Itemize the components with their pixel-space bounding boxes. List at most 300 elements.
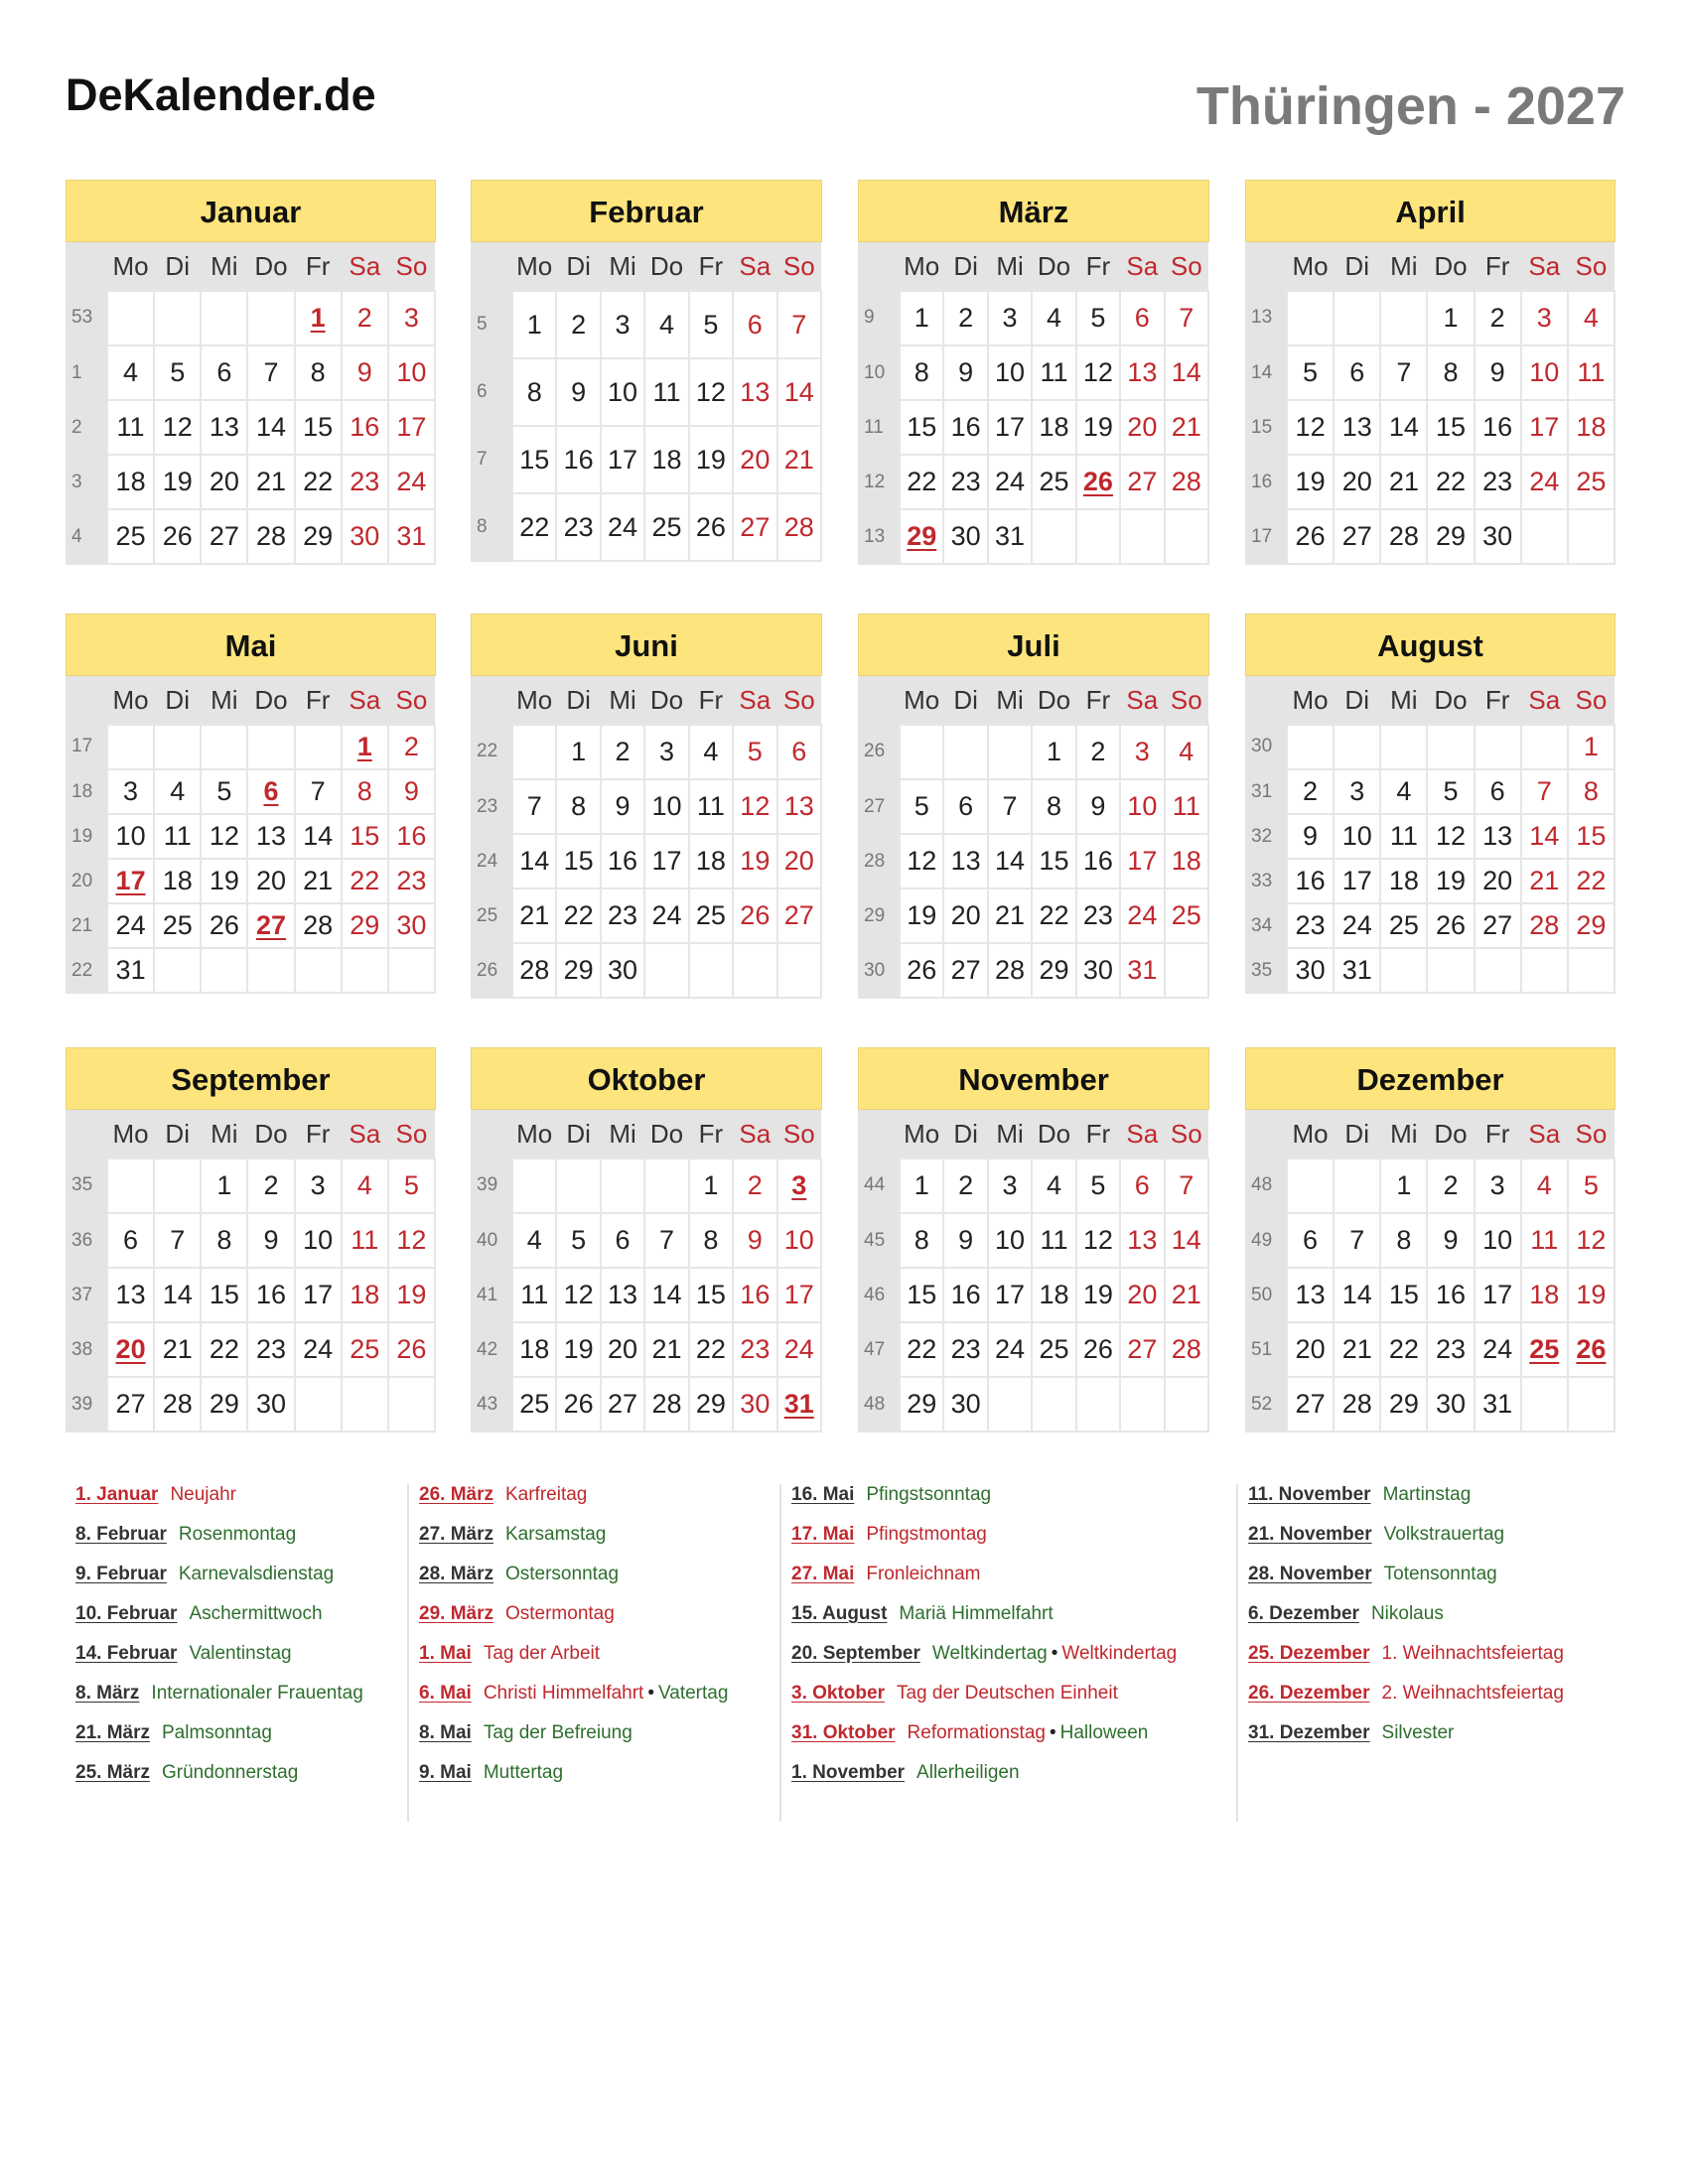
holiday-date: 3. Oktober (791, 1683, 885, 1704)
week-row (858, 1377, 1208, 1432)
empty-day-cell (1334, 725, 1380, 769)
day-cell: 29 (556, 943, 600, 998)
holiday-name: Karnevalsdienstag (178, 1564, 335, 1584)
month-april (1245, 180, 1616, 565)
day-cell: 16 (1076, 834, 1120, 888)
holiday-item (791, 1683, 1118, 1705)
weekday-header: Do (1427, 1110, 1474, 1159)
week-number: 8 (471, 493, 512, 561)
day-cell: 7 (1334, 1213, 1380, 1268)
week-number: 2 (66, 400, 107, 455)
week-row (471, 291, 821, 358)
day-cell: 13 (601, 1268, 644, 1322)
week-number: 10 (858, 345, 900, 400)
day-cell: 19 (388, 1268, 435, 1322)
day-cell: 18 (644, 426, 688, 493)
day-cell: 8 (1427, 345, 1474, 400)
empty-day-cell (201, 291, 247, 345)
week-number: 33 (1245, 859, 1287, 903)
day-cell: 3 (295, 1159, 342, 1213)
month-name: Juni (471, 614, 822, 676)
holiday-item (791, 1643, 1177, 1665)
day-cell: 23 (1076, 888, 1120, 943)
week-number: 48 (1245, 1159, 1287, 1213)
day-cell: 24 (988, 1322, 1032, 1377)
week-header (858, 242, 900, 291)
month-name: April (1245, 180, 1616, 242)
weekday-header: Sa (733, 676, 776, 725)
day-cell: 3 (988, 291, 1032, 345)
weekday-header: Do (644, 1110, 688, 1159)
day-cell: 25 (512, 1377, 556, 1432)
day-cell: 22 (295, 455, 342, 509)
empty-day-cell (295, 1377, 342, 1432)
day-cell: 24 (644, 888, 688, 943)
weekday-header: Di (943, 1110, 987, 1159)
day-cell: 8 (1032, 779, 1075, 834)
day-cell: 7 (295, 769, 342, 814)
day-cell: 7 (1380, 345, 1427, 400)
day-cell: 20 (1120, 1268, 1164, 1322)
week-row (1245, 1213, 1615, 1268)
holiday-date: 25. Dezember (1248, 1643, 1370, 1664)
week-header (66, 676, 107, 725)
weekday-header: Mo (1287, 676, 1334, 725)
week-number: 31 (1245, 769, 1287, 814)
day-cell: 24 (1120, 888, 1164, 943)
day-cell: 16 (247, 1268, 294, 1322)
holiday-name: Weltkindertag (931, 1643, 1048, 1664)
day-cell: 15 (1427, 400, 1474, 455)
holiday-date: 27. März (419, 1524, 493, 1545)
week-row (66, 345, 435, 400)
week-row (858, 725, 1208, 779)
weekday-header: Mi (988, 1110, 1032, 1159)
day-cell: 27 (1334, 509, 1380, 564)
empty-day-cell (342, 1377, 388, 1432)
day-cell: 20 (1334, 455, 1380, 509)
week-row (1245, 814, 1615, 859)
holiday-date: 17. Mai (791, 1524, 855, 1545)
week-number: 9 (858, 291, 900, 345)
day-cell: 21 (154, 1322, 201, 1377)
day-cell: 25 (689, 888, 733, 943)
day-cell: 9 (342, 345, 388, 400)
week-number: 27 (858, 779, 900, 834)
holiday-date: 9. Februar (75, 1564, 167, 1584)
holiday-date: 21. März (75, 1722, 150, 1743)
day-cell: 31 (388, 509, 435, 564)
day-cell: 11 (107, 400, 154, 455)
week-row (858, 455, 1208, 509)
day-cell: 27 (733, 493, 776, 561)
day-cell: 4 (512, 1213, 556, 1268)
holiday-name: Reformationstag (907, 1722, 1046, 1743)
weekday-header: So (1568, 242, 1615, 291)
week-number: 30 (858, 943, 900, 998)
day-cell: 31 (107, 948, 154, 993)
day-cell: 27 (107, 1377, 154, 1432)
day-cell: 13 (1475, 814, 1521, 859)
day-cell: 29 (1568, 903, 1615, 948)
day-cell: 23 (943, 455, 987, 509)
month-name: März (858, 180, 1209, 242)
day-cell: 15 (512, 426, 556, 493)
empty-day-cell (988, 1377, 1032, 1432)
day-cell: 12 (154, 400, 201, 455)
weekday-header: So (777, 242, 821, 291)
day-cell: 15 (689, 1268, 733, 1322)
day-cell: 14 (644, 1268, 688, 1322)
week-row (1245, 1322, 1615, 1377)
weekday-header: So (388, 676, 435, 725)
holiday-name: Pfingstsonntag (866, 1484, 992, 1505)
day-cell: 9 (1427, 1213, 1474, 1268)
empty-day-cell (201, 725, 247, 769)
weekday-header: Mo (1287, 242, 1334, 291)
empty-day-cell (601, 1159, 644, 1213)
week-header (858, 1110, 900, 1159)
week-number: 37 (66, 1268, 107, 1322)
day-cell: 12 (201, 814, 247, 859)
empty-day-cell (1427, 725, 1474, 769)
weekday-header: So (1165, 242, 1208, 291)
day-cell: 17 (388, 400, 435, 455)
week-row (66, 291, 435, 345)
month-august (1245, 614, 1616, 994)
empty-day-cell (1521, 725, 1568, 769)
empty-day-cell (1568, 1377, 1615, 1432)
day-cell: 23 (1287, 903, 1334, 948)
day-cell: 18 (342, 1268, 388, 1322)
week-row (1245, 1268, 1615, 1322)
day-cell: 17 (1521, 400, 1568, 455)
holiday-item (1248, 1564, 1497, 1585)
day-cell: 24 (1334, 903, 1380, 948)
week-number: 17 (66, 725, 107, 769)
week-number: 38 (66, 1322, 107, 1377)
week-number: 23 (471, 779, 512, 834)
week-row (1245, 291, 1615, 345)
day-cell: 22 (512, 493, 556, 561)
empty-day-cell (201, 948, 247, 993)
empty-day-cell (1568, 948, 1615, 993)
holiday-name: Rosenmontag (178, 1524, 297, 1545)
week-number: 21 (66, 903, 107, 948)
week-number: 39 (471, 1159, 512, 1213)
weekday-header: Mi (1380, 242, 1427, 291)
weekday-header: Di (943, 676, 987, 725)
day-cell: 11 (1380, 814, 1427, 859)
holiday-item (75, 1524, 296, 1546)
empty-day-cell (107, 725, 154, 769)
day-cell: 1 (689, 1159, 733, 1213)
day-cell: 7 (1165, 291, 1208, 345)
weekday-header: Sa (1521, 242, 1568, 291)
day-cell: 16 (943, 1268, 987, 1322)
holiday-item (791, 1564, 980, 1585)
weekday-header: Di (154, 242, 201, 291)
empty-day-cell (1287, 291, 1334, 345)
week-number: 45 (858, 1213, 900, 1268)
day-cell: 11 (1032, 345, 1075, 400)
day-cell: 12 (733, 779, 776, 834)
week-row (66, 769, 435, 814)
day-cell: 10 (777, 1213, 821, 1268)
weekday-header: Mo (107, 1110, 154, 1159)
week-row (471, 943, 821, 998)
empty-day-cell (1120, 509, 1164, 564)
day-cell: 26 (388, 1322, 435, 1377)
day-cell: 17 (1120, 834, 1164, 888)
day-cell: 8 (1380, 1213, 1427, 1268)
week-header (471, 1110, 512, 1159)
day-cell: 26 (1427, 903, 1474, 948)
weekday-header: Sa (1521, 1110, 1568, 1159)
week-row (471, 888, 821, 943)
month-name: Januar (66, 180, 436, 242)
holiday-item (419, 1484, 587, 1506)
empty-day-cell (1076, 509, 1120, 564)
day-cell: 9 (1287, 814, 1334, 859)
empty-day-cell (247, 291, 294, 345)
week-number: 20 (66, 859, 107, 903)
day-cell: 22 (1380, 1322, 1427, 1377)
day-cell: 16 (1427, 1268, 1474, 1322)
day-cell: 4 (342, 1159, 388, 1213)
month-mai (66, 614, 436, 994)
holiday-date: 15. August (791, 1603, 888, 1624)
weekday-header: So (1568, 676, 1615, 725)
day-cell: 8 (900, 345, 943, 400)
weekday-header: So (777, 1110, 821, 1159)
week-row (858, 834, 1208, 888)
empty-day-cell (512, 1159, 556, 1213)
week-row (66, 455, 435, 509)
empty-day-cell (1380, 948, 1427, 993)
day-cell: 26 (154, 509, 201, 564)
day-cell: 1 (900, 291, 943, 345)
week-row (66, 400, 435, 455)
holiday-item (791, 1762, 1020, 1784)
day-cell: 3 (1334, 769, 1380, 814)
week-row (858, 1322, 1208, 1377)
day-cell: 14 (1165, 345, 1208, 400)
day-cell: 16 (388, 814, 435, 859)
day-cell: 11 (689, 779, 733, 834)
holiday-date: 16. Mai (791, 1484, 855, 1505)
day-cell: 7 (988, 779, 1032, 834)
weekday-header: Mo (107, 676, 154, 725)
weekday-header: Di (154, 1110, 201, 1159)
weekday-header: Mo (107, 242, 154, 291)
holiday-date: 20. September (791, 1643, 920, 1664)
empty-day-cell (556, 1159, 600, 1213)
day-cell: 8 (556, 779, 600, 834)
week-row (1245, 1159, 1615, 1213)
week-number: 34 (1245, 903, 1287, 948)
day-cell: 19 (689, 426, 733, 493)
day-cell: 12 (1427, 814, 1474, 859)
holiday-name: Ostermontag (504, 1603, 615, 1624)
holiday-name: Pfingstmontag (866, 1524, 987, 1545)
week-row (471, 1213, 821, 1268)
day-cell: 2 (247, 1159, 294, 1213)
day-cell: 5 (556, 1213, 600, 1268)
month-dezember (1245, 1047, 1616, 1433)
week-number: 3 (66, 455, 107, 509)
holiday-name: Silvester (1381, 1722, 1455, 1743)
day-cell: 10 (1521, 345, 1568, 400)
day-cell: 15 (556, 834, 600, 888)
holiday-name: Karfreitag (504, 1484, 588, 1505)
weekday-header: Sa (342, 1110, 388, 1159)
day-cell: 1 (342, 725, 388, 769)
day-cell: 21 (512, 888, 556, 943)
weekday-header: So (388, 242, 435, 291)
day-cell: 14 (988, 834, 1032, 888)
week-row (471, 1268, 821, 1322)
holiday-item (419, 1683, 728, 1705)
day-cell: 5 (900, 779, 943, 834)
day-cell: 11 (644, 358, 688, 426)
holiday-name: Fronleichnam (866, 1564, 981, 1584)
holiday-date: 31. Oktober (791, 1722, 896, 1743)
day-cell: 12 (900, 834, 943, 888)
week-number: 16 (1245, 455, 1287, 509)
month-name: Mai (66, 614, 436, 676)
week-row (1245, 345, 1615, 400)
week-number: 7 (471, 426, 512, 493)
day-cell: 26 (556, 1377, 600, 1432)
month-name: Oktober (471, 1047, 822, 1110)
day-cell: 3 (988, 1159, 1032, 1213)
day-cell: 17 (644, 834, 688, 888)
day-cell: 25 (342, 1322, 388, 1377)
day-cell: 21 (1380, 455, 1427, 509)
day-cell: 20 (201, 455, 247, 509)
week-number: 35 (66, 1159, 107, 1213)
empty-day-cell (1475, 725, 1521, 769)
weekday-header: So (1165, 676, 1208, 725)
day-cell: 7 (512, 779, 556, 834)
week-row (1245, 400, 1615, 455)
day-cell: 20 (733, 426, 776, 493)
month-märz (858, 180, 1209, 565)
day-cell: 23 (556, 493, 600, 561)
week-number: 39 (66, 1377, 107, 1432)
week-number: 35 (1245, 948, 1287, 993)
holiday-date: 9. Mai (419, 1762, 472, 1783)
holiday-name: Ostersonntag (504, 1564, 620, 1584)
weekday-header: Mo (512, 242, 556, 291)
month-table (858, 242, 1209, 565)
empty-day-cell (1521, 948, 1568, 993)
holiday-date: 21. November (1248, 1524, 1372, 1545)
empty-day-cell (342, 948, 388, 993)
weekday-header: Sa (1521, 676, 1568, 725)
day-cell: 1 (295, 291, 342, 345)
weekday-header: So (777, 676, 821, 725)
day-cell: 14 (777, 358, 821, 426)
empty-day-cell (295, 725, 342, 769)
site-title: DeKalender.de (66, 69, 376, 120)
day-cell: 27 (1120, 455, 1164, 509)
day-cell: 1 (201, 1159, 247, 1213)
day-cell: 11 (512, 1268, 556, 1322)
week-row (471, 1322, 821, 1377)
day-cell: 24 (777, 1322, 821, 1377)
day-cell: 18 (512, 1322, 556, 1377)
day-cell: 8 (512, 358, 556, 426)
empty-day-cell (1032, 509, 1075, 564)
day-cell: 4 (689, 725, 733, 779)
day-cell: 5 (1427, 769, 1474, 814)
week-number: 17 (1245, 509, 1287, 564)
holiday-date: 26. März (419, 1484, 493, 1505)
day-cell: 3 (1475, 1159, 1521, 1213)
empty-day-cell (388, 948, 435, 993)
weekday-header: Fr (1475, 1110, 1521, 1159)
empty-day-cell (1427, 948, 1474, 993)
day-cell: 16 (1287, 859, 1334, 903)
day-cell: 11 (342, 1213, 388, 1268)
day-cell: 9 (247, 1213, 294, 1268)
day-cell: 22 (1032, 888, 1075, 943)
empty-day-cell (247, 725, 294, 769)
week-number: 52 (1245, 1377, 1287, 1432)
week-number: 49 (1245, 1213, 1287, 1268)
week-number: 14 (1245, 345, 1287, 400)
weekday-header: So (1165, 1110, 1208, 1159)
day-cell: 6 (247, 769, 294, 814)
day-cell: 5 (1076, 1159, 1120, 1213)
day-cell: 6 (201, 345, 247, 400)
day-cell: 22 (900, 455, 943, 509)
day-cell: 4 (1521, 1159, 1568, 1213)
holiday-date: 8. Mai (419, 1722, 472, 1743)
day-cell: 16 (733, 1268, 776, 1322)
week-number: 46 (858, 1268, 900, 1322)
holiday-item (75, 1722, 272, 1744)
weekday-header: Do (644, 676, 688, 725)
day-cell: 7 (777, 291, 821, 358)
weekday-header: Fr (689, 676, 733, 725)
week-row (66, 725, 435, 769)
day-cell: 31 (1334, 948, 1380, 993)
day-cell: 21 (1165, 1268, 1208, 1322)
day-cell: 17 (601, 426, 644, 493)
holiday-separator: • (647, 1683, 654, 1704)
day-cell: 5 (154, 345, 201, 400)
day-cell: 13 (733, 358, 776, 426)
day-cell: 11 (1032, 1213, 1075, 1268)
holiday-name: Volkstrauertag (1383, 1524, 1505, 1545)
day-cell: 9 (388, 769, 435, 814)
day-cell: 29 (689, 1377, 733, 1432)
day-cell: 13 (247, 814, 294, 859)
day-cell: 2 (388, 725, 435, 769)
day-cell: 4 (1165, 725, 1208, 779)
week-number: 6 (471, 358, 512, 426)
weekday-header: Do (1032, 676, 1075, 725)
day-cell: 21 (988, 888, 1032, 943)
empty-day-cell (1287, 1159, 1334, 1213)
week-row (858, 779, 1208, 834)
day-cell: 6 (1120, 1159, 1164, 1213)
day-cell: 29 (1032, 943, 1075, 998)
day-cell: 16 (601, 834, 644, 888)
